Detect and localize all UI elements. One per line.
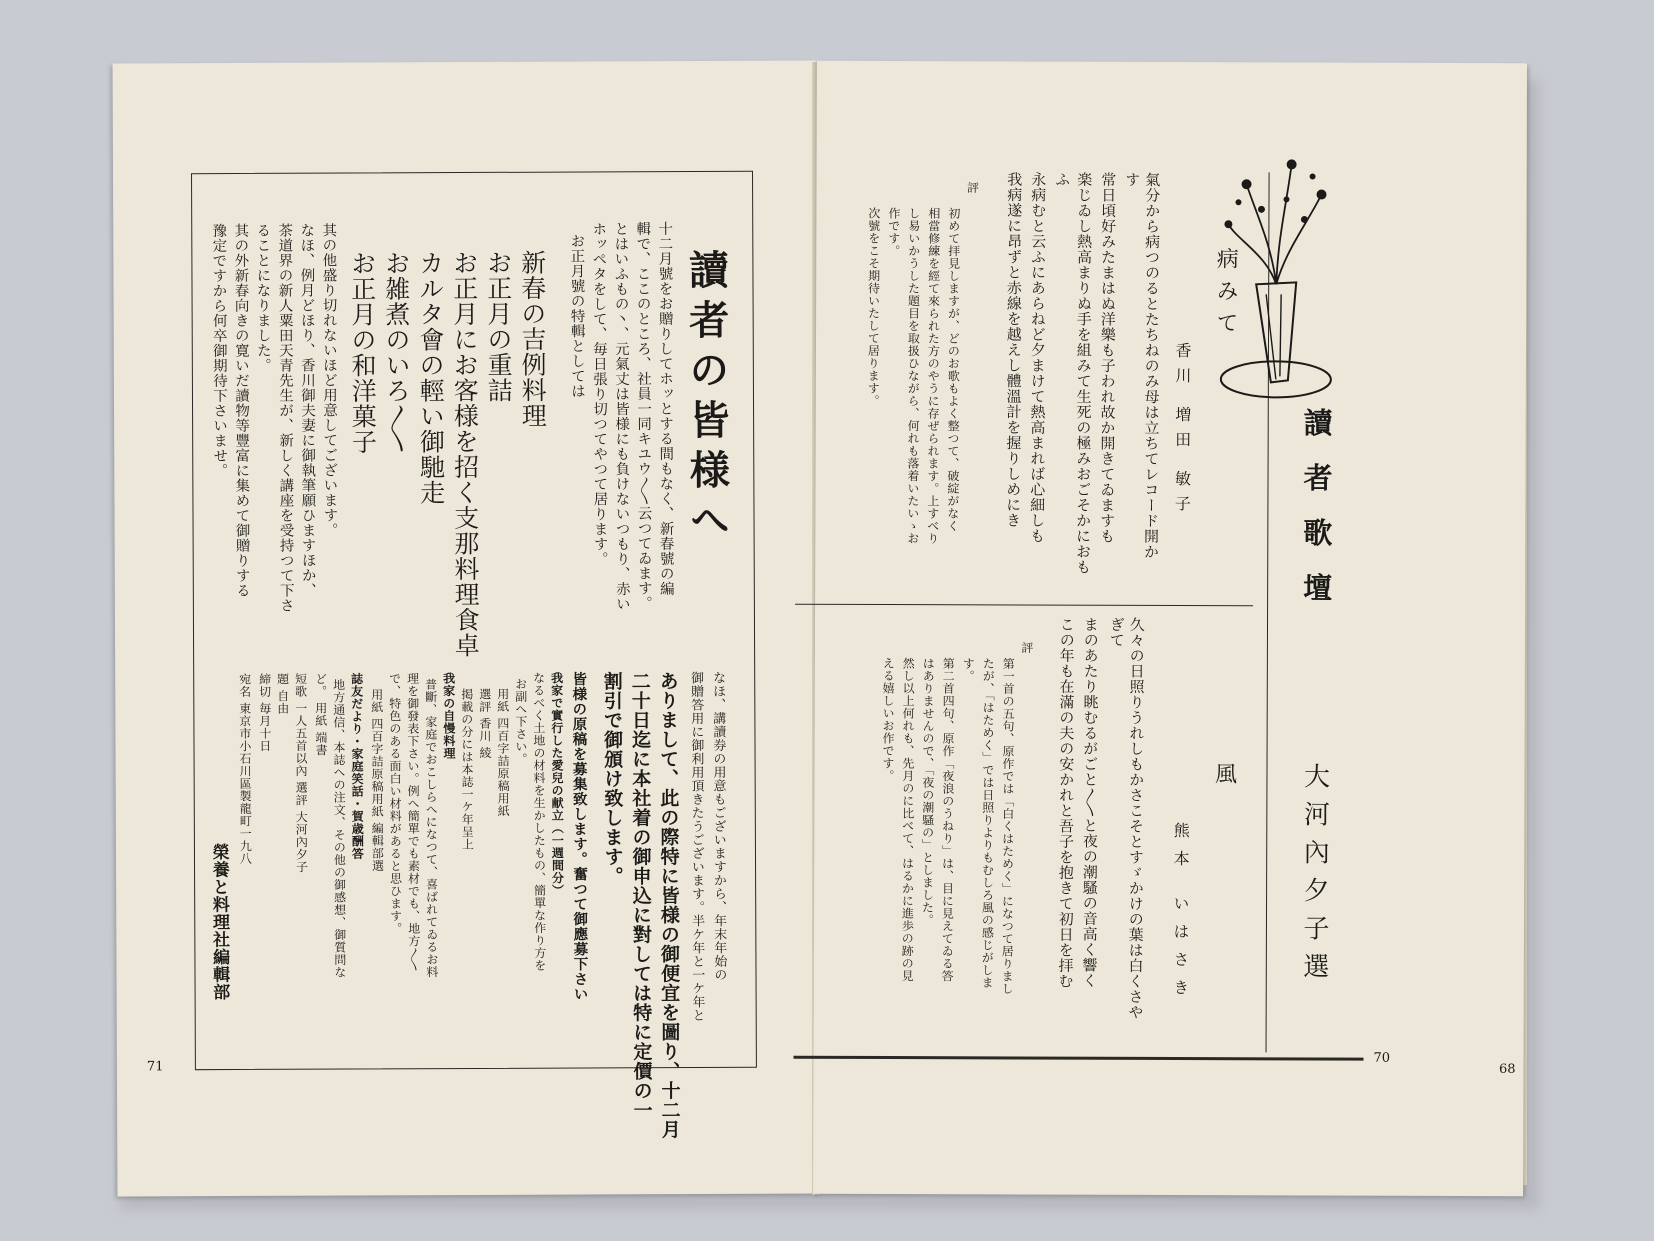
coupon-line: 二十日迄に本社着の御申込に對しては特に定價の一 — [628, 671, 653, 1120]
feature-item: 新春の吉例料理 — [517, 249, 548, 429]
critique-line: 次號をこそ期待いたして居ります。 — [866, 206, 881, 407]
coupon-line: 割引で御頒け致します。 — [600, 671, 624, 886]
feature-item: カルタ會の輕い御馳走 — [415, 250, 446, 506]
poem2-title: 風 — [1211, 762, 1237, 785]
recruit-item: 掲載の分には本誌一ケ年呈上 — [459, 687, 475, 851]
recruit-item: で、特色のある面白い材料があると思ひます。 — [387, 672, 403, 935]
recruit-item: 用紙 四百字詰原稿用紙 編輯部選 — [369, 688, 385, 873]
verse-line: 氣分から病つのるとたちねのみ母は立ちてレコード開か — [1141, 171, 1162, 560]
intro-line: お正月號の特輯としては — [568, 233, 586, 399]
right-page-number: 70 — [1373, 1050, 1391, 1066]
coupon-line: ありまして、此の際特に皆様の御便宜を圖り、十二月 — [656, 671, 681, 1140]
recruit-item: お副へ下さい。 — [513, 677, 528, 766]
verse-line: 永病むと云ふにあらねど夕まけて熱高まれば心細しも — [1028, 171, 1048, 544]
poem1-critique-label: 評 — [965, 181, 980, 194]
critique-line: 作です。 — [886, 207, 901, 258]
feature-item: お雑煮のいろ〳〵 — [381, 250, 412, 454]
recruit-item: 我家で實行した愛兒の献立（一週間分） — [549, 671, 565, 897]
feature-item: お正月にお客様を招く支那料理食卓 — [449, 249, 481, 659]
intro-line: ホッペタをして、毎日張り切つてやつて居ります。 — [590, 221, 608, 567]
note-line: 其の他盛り切れないほど用意してございます。 — [320, 222, 338, 538]
recruit-item: 用紙 四百字詰原稿用紙 — [495, 687, 511, 818]
verse-line: まのあたり眺むるがごと〳〵と夜の潮騷の音高く響く — [1080, 616, 1100, 989]
recruit-item: ど。 用紙 端書 — [313, 672, 328, 757]
critique-line: たが、「はためく」では日照りよりもむしろ風の感じがしま — [980, 657, 996, 989]
note-line: 其の外新春向きの寛いだ讀物等豐富に集めて御贈りする — [232, 222, 250, 599]
column-title: 讀者歌壇 — [1299, 407, 1334, 628]
left-page-number: 71 — [146, 1059, 164, 1075]
recruit-title: 皆様の原稿を募集致します。奮つて御應募下さい — [570, 671, 589, 1002]
poem1-title: 病みて — [1212, 247, 1239, 344]
note-line: 豫定ですから何卒御期待下さいませ。 — [210, 223, 228, 479]
intro-line: 十二月號をお贈りしてホッとする間もなく、新春號の編 — [656, 221, 674, 597]
critique-line: 然し以上何れも、先月のに比べて、はるかに進歩の跡の見 — [900, 657, 916, 983]
note-line: 茶道界の新人粟田天青先生が、新しく講座を受持つて下さ — [276, 222, 294, 613]
recruit-item: 誌友だより・家庭笑話・賀歳酬答 — [349, 672, 365, 861]
verse-line: ふ — [1053, 171, 1072, 188]
recruit-item: 我家の自慢料理 — [441, 672, 456, 760]
verse-line: す — [1123, 171, 1142, 188]
coupon-line: なほ、講讀券の用意もございますから、年末年始の — [710, 670, 727, 982]
recruit-item: 理を御發表下さい。例へ簡單でも素材でも、地方〳〵 — [405, 672, 421, 972]
recruit-item: 榮養と料理社編輯部 — [208, 843, 230, 1001]
verse-line: この年も在滿の夫の安かれと吾子を抱きて初日を拝む — [1056, 616, 1076, 989]
critique-line: 相當修練を經て來られた方のやうに存ぜられます。上すべり — [925, 207, 941, 545]
feature-item: お正月の和洋菓子 — [347, 250, 378, 455]
critique-line: 初めて拝見しますが、どのお歌もよく整つて、破綻がなく — [945, 207, 961, 533]
critique-line: はありませんので、「夜の潮騷の」としました。 — [920, 657, 936, 927]
critique-line: える嬉しいお作です。 — [880, 656, 896, 783]
recruit-item: 選評 香川 綾 — [477, 687, 492, 760]
recruit-item: 宛名 東京市小石川區製龍町一九八 — [237, 672, 253, 865]
left-page-heading: 讀者の皆様へ — [682, 248, 731, 550]
poem1-author: 香川 増田 敏子 — [1172, 342, 1192, 521]
critique-line: 第一首の五句、原作では「白くはためく」になつて居りまし — [1000, 657, 1016, 995]
intro-line: 輯で、ここのところ、社員一同キユウ〳〵云つてゐます。 — [634, 221, 652, 611]
verse-line: 我病遂に昂ずと赤線を越えし體溫計を握りしめにき — [1004, 171, 1024, 528]
poem2-critique-label: 評 — [1019, 641, 1034, 654]
recruit-item: 締切 毎月十日 — [257, 672, 272, 753]
underlying-page-number: 68 — [1499, 1062, 1516, 1077]
recruit-item: 題 自由 — [275, 672, 290, 715]
verse-line: 久々の日照りうれしもかさこそとすゞかけの葉は白くさや — [1126, 616, 1146, 1020]
recruit-item: なるべく土地の材料を生かしたもの、簡單な作り方を — [531, 671, 547, 972]
note-line: なほ、例月どほり、香川御夫妻に御執筆願ひますほか、 — [298, 222, 316, 598]
critique-line: 第二首四句、原作「夜浪のうねり」は、目に見えてゐる答 — [940, 657, 956, 983]
critique-line: し易いかうした題目を取扱ひながら、何れも落着いたいゝお — [905, 207, 921, 545]
coupon-line: 御贈答用に御利用頂きたうございます。半ケ年と一ケ年と — [688, 670, 705, 1023]
critique-line: す。 — [961, 657, 976, 683]
recruit-item: 短歌 一人五首以內 選評 大河內夕子 — [293, 672, 309, 874]
recruit-item: 普斷、家庭でおこしらへになつて、喜ばれてゐるお料 — [423, 678, 439, 979]
verse-line: 常日頃好みたまはぬ洋樂も子われ故か開きてゐますも — [1098, 171, 1118, 544]
right-page — [813, 61, 1527, 1196]
selector-name: 大河內夕子選 — [1298, 762, 1330, 991]
feature-item: お正月の重詰 — [483, 249, 514, 403]
left-page — [113, 60, 821, 1196]
recruit-item: 地方通信、本誌への注文、その他の御感想、御質問な — [331, 678, 347, 979]
mid-divider — [795, 604, 1253, 607]
bottom-rule — [793, 1056, 1363, 1061]
verse-line: 楽じゐし熱高まりぬ手を組みて生死の極みおごそかにおも — [1073, 171, 1094, 575]
poem2-author: 熊本 いはさき — [1170, 822, 1191, 1008]
note-line: ることになりました。 — [254, 222, 271, 373]
intro-line: とはいふもの丶、元氣丈は皆様にも負けないつもり、赤い — [612, 221, 630, 612]
verse-line: ぎて — [1107, 616, 1126, 648]
